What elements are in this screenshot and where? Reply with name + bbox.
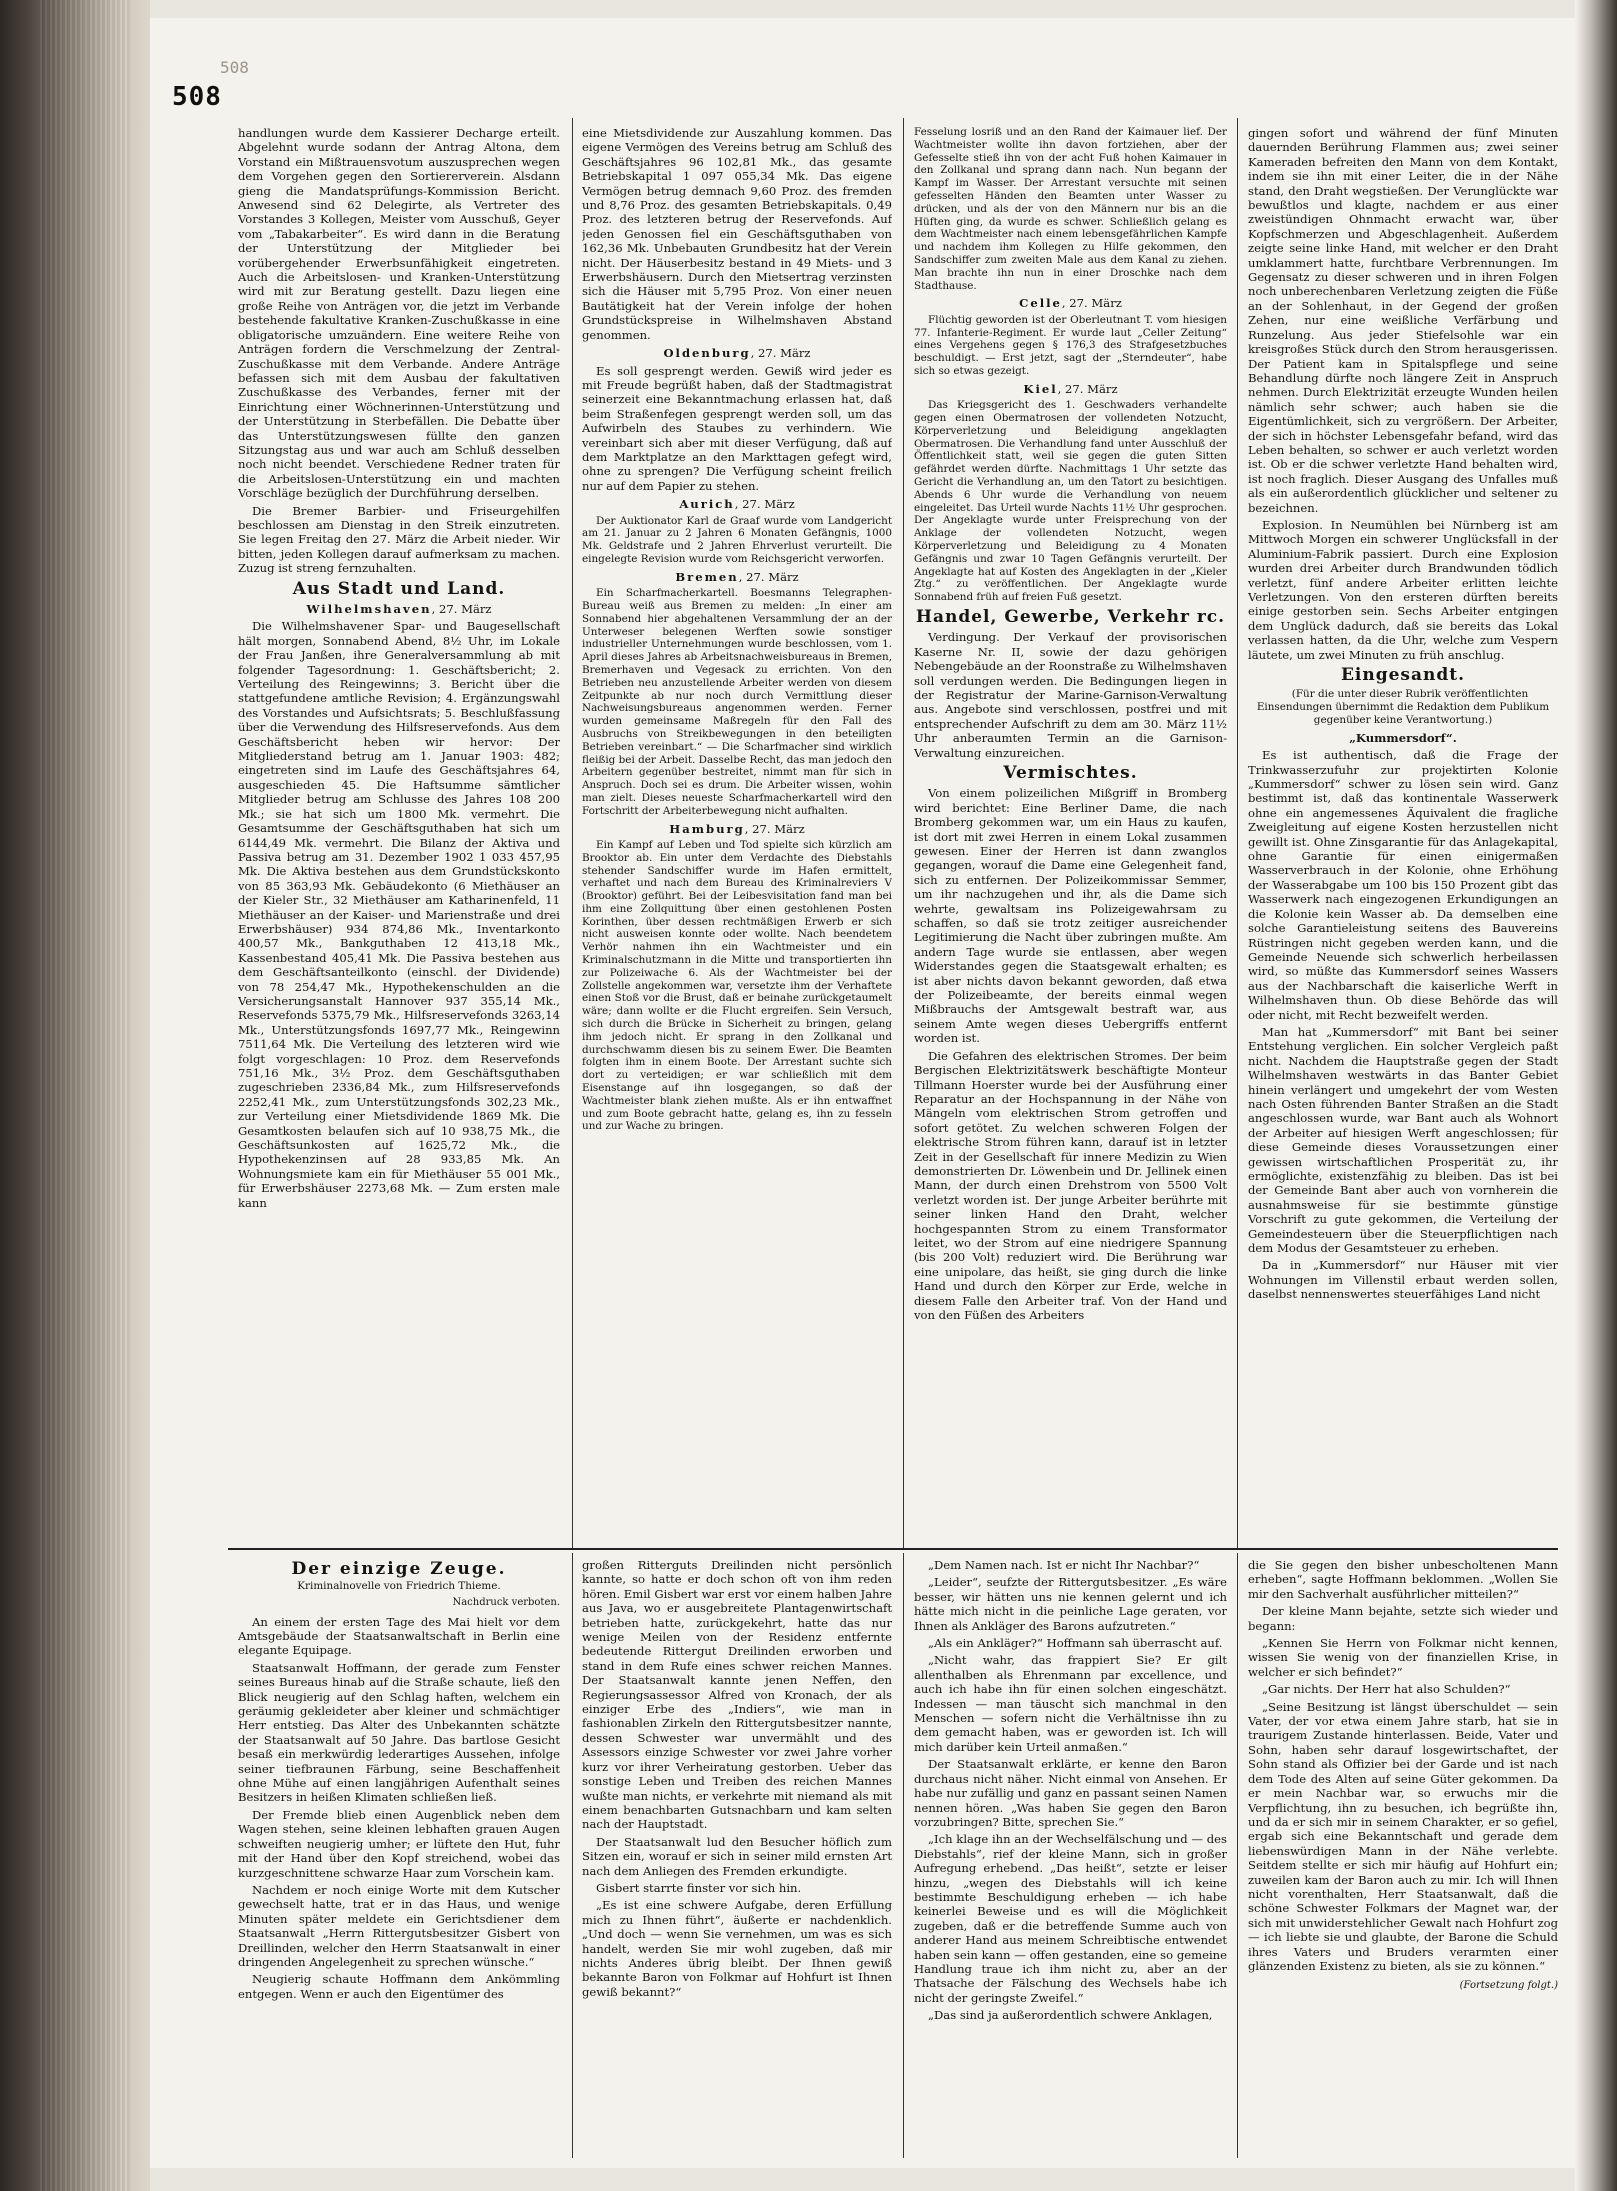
column-2 (582, 126, 892, 1544)
paragraph: Flüchtig geworden ist der Oberleutnant T. vom hiesigen 77. Infanterie-Regiment. Er wurde laut „Celler Zeitung“ eines Vergehens gegen § 176,3 des Strafgesetzbuches beschuldigt. — Erst jetzt, sagt der „Sterndeuter“, habe sich so etwas gezeigt. (914, 313, 1227, 377)
column-rule (1237, 118, 1238, 1548)
dateline: Bremen, 27. März (675, 569, 799, 584)
page-number-ghost: 508 (220, 58, 249, 77)
article-title: „Kummersdorf“. (1349, 730, 1457, 745)
right-page-edge (1575, 0, 1617, 2191)
paragraph: Der Fremde blieb einen Augenblick neben dem Wagen stehen, seine kleinen lebhaften grauen Augen schweiften neugierig umher; er lüftete den Hut, fuhr mit der Hand über den Kopf streichend, wobei das kurzgeschnittene schwarze Haar zum Vorschein kam. (238, 1807, 560, 1880)
paragraph: großen Ritterguts Dreilinden nicht persönlich kannte, so hatte er doch schon oft von ihm reden hören. Emil Gisbert war erst vor einem halben Jahre aus Java, wo er ausgebreitete Plantagenwirtschaft betrieben hatte, zurückgekehrt, hatte das nur wenige Meilen von der Residenz entfernte bedeutende Rittergut Dreilinden erworben und stand in dem Rufe eines schwer reichen Mannes. Der Staatsanwalt kannte jenen Neffen, den Regierungsassessor Alfred von Kronach, der als einziger Erbe des „Indiers“, wie man in fashionablen Zirkeln den Rittergutsbesitzer nannte, dessen Schwester war unvermählt und des Assessors einzige Schwester vor zwei Jahre vorher kurz vor ihrer Verheiratung gestorben. Ueber das sonstige Leben und Treiben des reichen Mannes wußte man nichts, er verkehrte mit niemand als mit einem benachbarten Gutsnachbarn und kam selten nach der Hauptstadt. (582, 1558, 892, 1832)
paragraph: handlungen wurde dem Kassierer Decharge erteilt. Abgelehnt wurde sodann der Antrag Altona, dem Vorstand ein Mißtrauensvotum auszusprechen wegen dem Vorgehen gegen den Sortiererverein. Alsdann gieng die Mandatsprüfungs-Kommission Bericht. Anwesend sind 62 Delegirte, als Vertreter des Vorstandes 3 Kollegen, Meister vom Ausschuß, Geyer vom „Tabakarbeiter“. Es wird dann in die Beratung der Unterstützung der Mitglieder bei vorübergehender Erwerbsunfähigkeit eingetreten. Auch die Arbeitslosen- und Kranken-Unterstützung wird mit zur Beratung gestellt. Dazu liegen eine große Reihe von Anträgen vor, die jetzt im Verbande bestehende fakultative Kranken-Zuschußkasse in eine obligatorische umzuändern. Eine weitere Reihe von Anträgen fordern die Verschmelzung der Zentral-Zuschußkasse mit dem Verbande. Andere Anträge befassen sich mit dem Ausbau der fakultativen Zuschußkasse des Verbandes, ferner mit der Einrichtung einer Wöchnerinnen-Unterstützung und der Unterstützung in Sterbefällen. Die Debatte über das Unterstützungswesen füllte den ganzen Sitzungstag aus und war auch am Schluß desselben noch nicht beendet. Verschiedene Redner traten für die Arbeitslosen-Unterstützung ein und machten Vorschläge bezüglich der Durchführung derselben. (238, 126, 560, 501)
paragraph: Staatsanwalt Hoffmann, der gerade zum Fenster seines Bureaus hinab auf die Straße schaute, ließ den Blick neugierig auf den Schlag haften, welchem ein geräumig gekleideter aber kleiner und schmächtiger Herr entstieg. Das Alter des Unbekannten schätzte der Staatsanwalt auf 50 Jahre. Das bartlose Gesicht besaß ein merkwürdig lederartiges Aussehen, infolge seiner tiefbraunen Färbung, seine Beschaffenheit ohne Mühe auf einen langjährigen Aufenthalt seines Besitzers in heißen Klimaten schließen ließ. (238, 1660, 560, 1805)
paragraph: die Sie gegen den bisher unbescholtenen Mann erheben“, sagte Hoffmann beklommen. „Wollen Sie mir den Sachverhalt ausführlicher mitteilen?“ (1248, 1558, 1558, 1601)
paragraph: „Leider“, seufzte der Rittergutsbesitzer. „Es wäre besser, wir hätten uns nie kennen gelernt und ich hätte mich nicht in die peinliche Lage geraten, vor Ihnen als Ankläger des Barons aufzutreten.“ (914, 1575, 1227, 1633)
paragraph: Es soll gesprengt werden. Gewiß wird jeder es mit Freude begrüßt haben, daß der Stadtmagistrat seinerzeit eine Bekanntmachung erlassen hat, daß beim Straßenfegen gesprengt werden soll, um das Aufwirbeln des Staubes zu verhindern. Wie vereinbart sich aber mit dieser Verfügung, daß auf dem Marktplatze an den Markttagen gefegt wird, ohne zu sprengen? Die Verfügung scheint freilich nur auf dem Papier zu stehen. (582, 363, 892, 493)
paragraph: gingen sofort und während der fünf Minuten dauernden Berührung Flammen aus; zwei seiner Kameraden befreiten den Mann von dem Kontakt, indem sie ihn mit einer Leiter, die in der Nähe stand, den Draht wegstießen. Der Verunglückte war bewußtlos und klagte, nachdem er aus einer zweistündigen Ohnmacht erwacht war, über Kopfschmerzen und Abgeschlagenheit. Außerdem zeigte seine linke Hand, mit welcher er den Draht umklammert hatte, furchtbare Verbrennungen. Im Gegensatz zu dieser schweren und in ihren Folgen noch unberechenbaren Verletzung zeigten die Füße an der Sohlenhaut, in der Gegend der großen Zehen, nur eine weißliche Verfärbung und Runzelung. Aus jeder Stiefelsohle war ein kreisgroßes Stück durch den Strom herausgerissen. Der Patient kam in Spitalspflege und seine Behandlung dürfte noch längere Zeit in Anspruch nehmen. Durch Elektrizität erzeugte Wunden heilen nämlich sehr schwer; auch haben sie die Eigentümlichkeit, sich zu vergrößern. Der Arbeiter, der sich in höchster Lebensgefahr befand, wird das Leben behalten, so schwer er auch verletzt worden ist. Ob er die schwer verletzte Hand behalten wird, ist noch fraglich. Dieser Ausgang des Unfalles muß als ein außerordentlich glücklicher und seltener zu bezeichnen. (1248, 126, 1558, 515)
feuilleton-column-2 (582, 1558, 892, 2158)
paragraph: „Ich klage ihn an der Wechselfälschung und — des Diebstahls“, rief der kleine Mann, sich in großer Aufregung erhebend. „Das heißt“, setzte er leiser hinzu, „wegen des Diebstahls will ich keine bestimmte Beschuldigung erheben — ich habe keinerlei Beweise und es will die Möglichkeit zugeben, daß er die betreffende Summe auch von anderer Hand aus meinem Schreibtische entwendet haben sein kann — offen gestanden, eine so gemeine Handlung traue ich ihm nicht zu, aber an der Thatsache der Fälschung des Wechsels habe ich nicht der geringste Zweifel.“ (914, 1832, 1227, 2005)
paragraph: „Als ein Ankläger?“ Hoffmann sah überrascht auf. (928, 1636, 1223, 1651)
section-divider (228, 1548, 1558, 1550)
column-rule (903, 1553, 904, 2158)
paragraph: Gisbert starrte finster vor sich hin. (596, 1880, 802, 1895)
paragraph: Die Bremer Barbier- und Friseurgehilfen beschlossen am Dienstag in den Streik einzutreten. Sie legen Freitag den 27. März die Arbeit nieder. Wir bitten, jeden Kollegen darauf aufmerksam zu machen. Zuzug ist streng fernzuhalten. (238, 503, 560, 576)
paragraph: Die Wilhelmshavener Spar- und Baugesellschaft hält morgen, Sonnabend Abend, 8½ Uhr, im Lokale der Frau Janßen, ihre Generalversammlung ab mit folgender Tagesordnung: 1. Geschäftsbericht; 2. Verteilung des Reingewinns; 3. Bericht über die stattgefundene amtliche Revision; 4. Ergänzungswahl des Vorstandes und Aufsichtsrats; 5. Beschlußfassung über die Verwendung des Hilfsreservefonds. Aus dem Geschäftsbericht heben wir hervor: Der Mitgliederstand betrug am 1. Januar 1903: 482; eingetreten sind im Laufe des Geschäftsjahres 64, ausgeschieden 45. Die Haftsumme sämtlicher Mitglieder betrug am Schlusse des Jahres 108 200 Mk.; sie hat sich um 1800 Mk. vermehrt. Die Gesamtsumme der Geschäftsguthaben hat sich um 6144,49 Mk. vermehrt. Die Bilanz der Aktiva und Passiva betrug am 31. Dezember 1902 1 033 457,95 Mk. Die Aktiva bestehen aus dem Grundstückskonto von 85 363,93 Mk. Gebäudekonto (6 Miethäuser an der Kieler Str., 32 Miethäuser am Katharinenfeld, 11 Miethäuser an der Kaiser- und Marienstraße und drei Erwerbshäuser) 934 874,86 Mk., Inventarkonto 400,57 Mk., Bankguthaben 12 413,18 Mk., Kassenbestand 405,41 Mk. Die Passiva bestehen aus dem Geschäftsanteilkonto (einschl. der Dividende) von 78 254,47 Mk., Hypothekenschulden an die Versicherungsanstalt Hannover 937 355,14 Mk., Reservefonds 5375,79 Mk., Hilfsreservefonds 3263,14 Mk., Unterstützungsfonds 1697,77 Mk., Reingewinn 7511,64 Mk. Die Verteilung des letzteren wird wie folgt vorgeschlagen: 10 Proz. dem Reservefonds 751,16 Mk., 3½ Proz. dem Geschäftsguthaben zugeschrieben 2336,84 Mk., zum Hilfsreservefonds 2252,41 Mk., zum Unterstützungsfonds 302,23 Mk., zur Verteilung einer Mietsdividende 1869 Mk. Die Gesamtkosten belaufen sich auf 10 938,75 Mk., die Geschäftsunkosten auf 1625,72 Mk., die Hypothekenzinsen auf 28 933,85 Mk. An Wohnungsmiete kam ein für Miethäuser 55 001 Mk., für Erwerbshäuser 2273,68 Mk. — Zum ersten male kann (238, 619, 560, 1210)
paragraph: eine Mietsdividende zur Auszahlung kommen. Das eigene Vermögen des Vereins betrug am Schluß des Geschäftsjahres 96 102,81 Mk., das gesamte Betriebskapital 1 097 055,34 Mk. Das eigene Vermögen betrug demnach 9,60 Proz. des fremden und 8,76 Proz. des gesamten Betriebskapitals. 0,49 Proz. des letzteren betrug der Reservefonds. Auf jeden Genossen fiel ein Geschäftsguthaben von 162,36 Mk. Unbebauten Grundbesitz hat der Verein nicht. Der Häuserbesitz bestand in 49 Miets- und 3 Erwerbshäusern. Durch den Mietsertrag verzinsten sich die Häuser mit 5,795 Proz. Von einer neuen Bautätigkeit hat der Verein infolge der hohen Grundstückspreise in Wilhelmshaven Abstand genommen. (582, 126, 892, 342)
dateline: Wilhelmshaven, 27. März (306, 602, 492, 616)
paragraph: Das Kriegsgericht des 1. Geschwaders verhandelte gegen einen Obermatrosen der vollendeten Notzucht, Körperverletzung und Beleidigung angeklagten Obermatrosen. Die Verhandlung fand unter Ausschluß der Öffentlichkeit statt, weil sie gegen die guten Sitten gefährdet werden dürfte. Nachmittags 1 Uhr setzte das Gericht die Verhandlung an, um den Tatort zu besichtigen. Abends 6 Uhr wurde die Verhandlung von neuem eingeleitet. Das Urteil wurde Nachts 11½ Uhr gesprochen. Der Angeklagte wurde unter Freisprechung von der Anklage der vollendeten Notzucht, wegen Körperverletzung und Beleidigung zu 4 Monaten Gefängnis und zwar 10 Tagen Gefängnis verurteilt. Der Angeklagte hat auf Kosten des Angeklagten in der „Kieler Ztg.“ zu veröffentlichen. Der Angeklagte wurde Sonnabend früh auf freien Fuß gesetzt. (914, 399, 1227, 604)
story-subtitle: Kriminalnovelle von Friedrich Thieme. (297, 1580, 501, 1593)
column-3 (914, 126, 1227, 1544)
paragraph: Ein Scharfmacherkartell. Boesmanns Telegraphen-Bureau weiß aus Bremen zu melden: „In einer am Sonnabend hier abgehaltenen Versammlung der an der Unterweser belegenen Werften sowie sonstiger industrieller Unternehmungen wurde beschlossen, vom 1. April dieses Jahres ab Arbeitsnachweisbureaus in Bremen, Bremerhaven und Vegesack zu errichten. Von den Betrieben neu anzustellende Arbeiter werden von diesem Zeitpunkte ab nur noch durch Vermittlung dieser Nachweisungsbureaus angenommen werden. Ferner wurden gemeinsame Maßregeln für den Fall des Ausbruchs von Streikbewegungen in den beteiligten Betrieben vereinbart.“ — Die Scharfmacher sind wirklich fleißig bei der Arbeit. Dasselbe Recht, das man jedoch den Arbeitern gegenüber bestreitet, nimmt man für sich in Anspruch. Doch sei es drum. Die Arbeiter wissen, wohin man zielt. Dieses neueste Scharfmacherkartell wird den Fortschritt der Arbeiterbewegung nicht aufhalten. (582, 587, 892, 817)
paragraph: Nachdem er noch einige Worte mit dem Kutscher gewechselt hatte, trat er in das Haus, und wenige Minuten später meldete ein Gerichtsdiener dem Staatsanwalt „Herrn Rittergutsbesitzer Gisbert von Dreillinden, welcher den Herrn Staatsanwalt in einer dringenden Angelegenheit zu sprechen wünsche.“ (238, 1882, 560, 1969)
paragraph: Der kleine Mann bejahte, setzte sich wieder und begann: (1248, 1604, 1558, 1633)
section-heading: Aus Stadt und Land. (292, 578, 506, 599)
dateline: Aurich, 27. März (679, 497, 795, 512)
dateline: Oldenburg, 27. März (663, 346, 811, 361)
paragraph: Da in „Kummersdorf“ nur Häuser mit vier Wohnungen im Villenstil erbaut werden sollen, daselbst nennenswertes steuerfähiges Land nicht (1248, 1258, 1558, 1302)
paragraph: Verdingung. Der Verkauf der provisorischen Kaserne Nr. II, sowie der dazu gehörigen Nebengebäude an der Roonstraße zu Wilhelmshaven soll verdungen werden. Die Bedingungen liegen in der Registratur der Marine-Garnison-Verwaltung aus. Angebote sind verschlossen, postfrei und mit entsprechender Aufschrift zu dem am 30. März 11½ Uhr anberaumten Termin an die Garnison-Verwaltung einzureichen. (914, 630, 1227, 760)
page-number: 508 (172, 82, 222, 112)
paragraph: An einem der ersten Tage des Mai hielt vor dem Amtsgebäude der Staatsanwaltschaft in Berlin eine elegante Equipage. (238, 1614, 560, 1658)
paragraph: „Es ist eine schwere Aufgabe, deren Erfüllung mich zu Ihnen führt“, äußerte er nachdenklich. „Und doch — wenn Sie vernehmen, um was es sich handelt, werden Sie mir wohl zugeben, daß mir nichts Anderes übrig bleibt. Der Ihnen gewiß bekannte Baron von Folkmar auf Hohfurt ist Ihnen gewiß bekannt?“ (582, 1898, 892, 1999)
paragraph: Explosion. In Neumühlen bei Nürnberg ist am Mittwoch Morgen ein schwerer Unglücksfall in der Aluminium-Fabrik passiert. Durch eine Explosion wurden drei Arbeiter durch Brandwunden tödlich verletzt, fünf andere Arbeiter erlitten leichte Verletzungen. Von den ersteren dürften bereits einige gestorben sein. Sechs Arbeiter entgingen dem Unglück dadurch, daß sie bereits das Lokal verlassen hatten, da die Uhr, welche zum Vespern läutete, um zwei Minuten zu früh anschlug. (1248, 517, 1558, 662)
paragraph: Neugierig schaute Hoffmann dem Ankömmling entgegen. Wenn er auch den Eigentümer des (238, 1972, 560, 2001)
paragraph: Der Staatsanwalt erklärte, er kenne den Baron durchaus nicht näher. Nicht einmal von Ansehen. Er habe nur zufällig und ganz en passant seinen Namen nennen hören. „Was haben Sie gegen den Baron vorzubringen? Bitte, sprechen Sie.“ (914, 1757, 1227, 1829)
column-1 (238, 126, 560, 1544)
page-stack (40, 0, 130, 2191)
section-heading: Handel, Gewerbe, Verkehr rc. (915, 606, 1226, 627)
paragraph: „Kennen Sie Herrn von Folkmar nicht kennen, wissen Sie wenig von der finanziellen Krise, in welcher er sich befindet?“ (1248, 1636, 1558, 1679)
paragraph: „Gar nichts. Der Herr hat also Schulden?“ (1262, 1682, 1511, 1697)
column-rule (572, 1553, 573, 2158)
paragraph: Die Gefahren des elektrischen Stromes. Der beim Bergischen Elektrizitätswerk beschäftigte Monteur Tillmann Hoerster wurde bei der Ausführung einer Reparatur an der Hochspannung in der Nähe von Mängeln vom elektrischen Strom getroffen und sofort getötet. Zu welchen schweren Folgen der elektrische Strom führen kann, darauf ist in letzter Zeit in der Gesellschaft für innere Medizin zu Wien demonstrierten Dr. Löwenbein und Dr. Jellinek einen Mann, der durch einen Drehstrom von 5500 Volt verletzt worden ist. Der junge Arbeiter berührte mit seiner linken Hand den Draht, welcher hochgespannten Strom zu einem Transformator leitet, wo der Strom auf eine niedrigere Spannung (bis 200 Volt) reduziert wird. Die Berührung war eine unipolare, das heißt, sie ging durch die linke Hand und durch den Körper zur Erde, welche in diesem Falle den Arbeiter traf. Von der Hand und von den Füßen des Arbeiters (914, 1048, 1227, 1322)
paragraph: Der Auktionator Karl de Graaf wurde vom Landgericht am 21. Januar zu 2 Jahren 6 Monaten Gefängnis, 1000 Mk. Geldstrafe und 2 Jahren Ehrverlust verurteilt. Die eingelegte Revision wurde vom Reichsgericht verworfen. (582, 514, 892, 565)
paragraph: Man hat „Kummersdorf“ mit Bant bei seiner Entstehung verglichen. Ein solcher Vergleich paßt nicht. Nachdem die Hauptstraße gegen der Stadt Wilhelmshaven westwärts in das Banter Gebiet hinein verlängert und umgekehrt der vom Westen nach Osten führenden Banter Straßen an die Stadt angeschlossen wurde, war Bant auch als Wohnort der Arbeiter auf hiesigen Werft angeschlossen; für diese Gemeinde dieses Voraussetzungen einer gewissen wirtschaftlichen Prosperität zu, ihr ermöglichte, existenzfähig zu bleiben. Das ist bei der Gemeinde Bant aber auch von vornherein die ausnahmsweise für sie bestimmte günstige Vorschrift zu gute gekommen, die Verteilung der Gemeindesteuern über die Steuerpflichtigen nach dem Modus der Gesamtsteuer zu erheben. (1248, 1024, 1558, 1256)
section-heading: Eingesandt. (1340, 665, 1466, 686)
paragraph: Es ist authentisch, daß die Frage der Trinkwasserzufuhr zur projektirten Kolonie „Kummersdorf“ schwer zu lösen sein wird. Ganz bestimmt ist, daß das kontinentale Wasserwerk ohne ein angemessenes Äquivalent die fragliche Zweigleitung auf eigene Kosten herzustellen nicht gewillt ist. Ohne Zinsgarantie für das Anlagekapital, ohne Garantie für einen einigermaßen Wasserverbrauch in der Kolonie, ohne Erhöhung der Wasserabgabe um 100 bis 150 Prozent gibt das Wasserwerk nach eingezogenen Erkundigungen an die Kolonie kein Wasser ab. Da demselben eine solche Garantieleistung seitens des Bauvereins Rüstringen nicht gegeben werden kann, und die Gemeinde Neuende sich schwerlich herbeilassen wird, so müßte das Kummersdorf seines Wassers aus der Nachbarschaft die kaiserliche Werft in Wilhelmshaven thun. Ob diese Behörde das will oder nicht, mit Recht bezweifelt werden. (1248, 748, 1558, 1022)
column-4 (1248, 126, 1558, 1544)
paragraph: Fesselung losriß und an den Rand der Kaimauer lief. Der Wachtmeister wollte ihn davon fortziehen, aber der Gefesselte stieß ihn von der acht Fuß hohen Kaimauer in den Zollkanal und sprang dann nach. Nun begann der Kampf im Wasser. Der Arrestant versuchte mit seinen gefesselten Händen den Beamten unter Wasser zu drücken, und als der von den Männern nur bis an die Hüften ging, da wurde es schwer. Schließlich gelang es dem Wachtmeister nach einem lebensgefährlichen Kampfe und nachdem ihm Kollegen zu Hilfe gekommen, den Sandschiffer zum zweiten Male aus dem Kanal zu ziehen. Man brachte ihn nun in einer Droschke nach dem Stadthause. (914, 126, 1227, 292)
continuation-notice: (Fortsetzung folgt.) (1459, 1980, 1558, 1992)
paragraph: Ein Kampf auf Leben und Tod spielte sich kürzlich am Brooktor ab. Ein unter dem Verdachte des Diebstahls stehender Sandschiffer wurde im Hafen ermittelt, verhaftet und nach dem Bureau des Kriminalreviers V (Brooktor) geführt. Bei der Leibesvisitation fand man bei ihm eine Zollquittung über einen gestohlenen Posten Korinthen, über dessen rechtmäßigen Erwerb er sich nicht ausweisen konnte oder wollte. Nach beendetem Verhör nahmen ihn ein Wachtmeister und ein Kriminalschutzmann in die Mitte und transportierten ihn zur Polizeiwache 6. Als der Wachtmeister bei der Zollstelle angekommen war, versetzte ihm der Verhaftete einen Stoß vor die Brust, daß er beinahe zurückgetaumelt wäre; dann wollte er die Flucht ergreifen. Sein Versuch, sich durch die Brücke in Sicherheit zu bringen, gelang ihm jedoch nicht. Er sprang in den Zollkanal und durchschwamm diesen bis zu seinem Ewer. Die Beamten folgten ihm in einem Boote. Der Arrestant suchte sich dort zu verteidigen; er war schließlich mit dem Eisenstange auf ihn losgegangen, so daß der Wachtmeister blank ziehen mußte. Als er ihn entwaffnet und zum Boote gebracht hatte, gelang es, ihn zu fesseln und zur Wache zu bringen. (582, 838, 892, 1133)
feuilleton-column-3 (914, 1558, 1227, 2158)
column-rule (903, 118, 904, 1548)
reprint-notice: Nachdruck verboten. (452, 1597, 560, 1609)
paragraph: Der Staatsanwalt lud den Besucher höflich zum Sitzen ein, worauf er sich in seiner mild ernsten Art nach dem Anliegen des Fremden erkundigte. (582, 1834, 892, 1878)
paragraph: „Das sind ja außerordentlich schwere Anklagen, (928, 2008, 1213, 2023)
newspaper-page (150, 18, 1575, 2168)
dateline: Kiel, 27. März (1023, 381, 1118, 396)
paragraph: Von einem polizeilichen Mißgriff in Bromberg wird berichtet: Eine Berliner Dame, die nach Bromberg gekommen war, um ein Haus zu kaufen, ist dort mit zwei Herren in einem Lokal zusammen gewesen. Einer der Herren ist dann zwanglos gegangen, worauf die Dame eine Gelegenheit fand, sich zu entfernen. Der Polizeikommissar Semmer, um ihr nachzugehen und ihr, als die Dame sich wehrte, gewaltsam ins Polizeigewahrsam zu schaffen, so daß sie trotz zeitiger ausreichender Legitimierung die Nacht über zubringen mußte. Am andern Tage wurde sie entlassen, aber wegen Widerstandes gegen die Staatsgewalt erhalten; es ist aber nichts davon bekannt geworden, daß etwa der Polizeibeamte, der bereits einmal wegen Mißbrauchs der Amtsgewalt bestraft war, aus seinem Amte wegen dieses Uebergriffs entfernt worden ist. (914, 786, 1227, 1046)
paragraph: „Seine Besitzung ist längst überschuldet — sein Vater, der vor etwa einem Jahre starb, hat sie in traurigem Zustande hinterlassen. Beide, Vater und Sohn, haben sehr darauf losgewirtschaftet, der Sohn stand als Offizier bei der Garde und ist nach dem Tode des Alten auf seine Güter gekommen. Da er mein Nachbar war, so erwuchs mir die Verpflichtung, ihn zu besuchen, ich begrüßte ihn, und da er sich mir in seinem Charakter, er so gefiel, ergab sich eine Bekanntschaft und gerade dem liebenswürdigen Mann in der Nähe verlebte. Seitdem stellte er sich mir häufig auf Hohfurt ein; zuweilen kam der Baron auch zu mir. Ich will Ihnen nicht vorenthalten, Herr Staatsanwalt, daß die schöne Schwester Folkmars der Magnet war, der sich mit unwiderstehlicher Gewalt nach Hohfurt zog — ich liebte sie und glaubte, der Barone die Schuld ihres Vaters und Bruders verarmten einer glänzenden Existenz zu bieten, als sie zu können.“ (1248, 1699, 1558, 1973)
book-binding-edge (0, 0, 150, 2191)
section-heading: Vermischtes. (1003, 762, 1138, 783)
column-rule (572, 118, 573, 1548)
editorial-note: (Für die unter dieser Rubrik veröffentlichten Einsendungen übernimmt die Redaktion dem Publikum gegenüber keine Verantwortung.) (1256, 688, 1550, 727)
paragraph: „Nicht wahr, das frappiert Sie? Er gilt allenthalben als Ehrenmann par excellence, und auch ich habe ihn für einen solchen eingeschätzt. Indessen — man täuscht sich manchmal in den Menschen — sofern nicht die Verhältnisse ihn zu dem gemacht haben, was er geworden ist. Ich will mich darüber kein Urteil anmaßen.“ (914, 1653, 1227, 1754)
paragraph: „Dem Namen nach. Ist er nicht Ihr Nachbar?“ (928, 1558, 1200, 1572)
column-rule (1237, 1553, 1238, 2158)
feuilleton-column-1 (238, 1558, 560, 2158)
dateline: Hamburg, 27. März (669, 821, 805, 836)
dateline: Celle, 27. März (1019, 296, 1122, 311)
feuilleton-column-4 (1248, 1558, 1558, 2158)
story-title: Der einzige Zeuge. (291, 1559, 507, 1579)
